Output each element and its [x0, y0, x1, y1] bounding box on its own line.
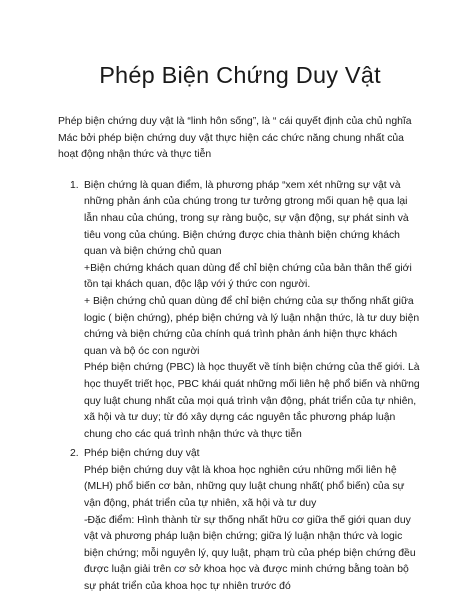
section-heading: Phép biện chứng duy vật [84, 448, 200, 460]
intro-paragraph: Phép biện chứng duy vật là “linh hôn sống”, là “ cái quyết định của chủ nghĩa Mác bởi phép biện chứng duy vật thực hiện các chức năng chung nhất của hoạt động nhận thức và thực tiễn [58, 116, 412, 161]
section-number: 2. [70, 448, 79, 460]
section-paragraph: Phép biện chứng duy vật là khoa học nghiên cứu những mối liên hệ (MLH) phổ biến cơ bản, những quy luật chung nhất( phổ biến) của sự vận động, phát triển của tự nhiên, xã hội và tư duy [84, 464, 405, 510]
section-paragraph: -Đặc điểm: Hình thành từ sự thống nhất hữu cơ giữa thế giới quan duy vật và phương pháp luận biện chứng; giữa lý luận nhận thức và logic biện chứng; mỗi nguyên lý, quy luật, phạm trù của phép biện chứng đều được luận giải trên cơ sở khoa học và được minh chứng bằng toàn bộ sự phát triển của khoa học tự nhiên trước đó [84, 514, 416, 593]
section-paragraph: Biện chứng là quan điểm, là phương pháp “xem xét những sự vật và những phản ánh của chúng trong tư tưởng gtrong mối quan hệ qua lại lẫn nhau của chúng, trong sự ràng buộc, sự vận động, sự phát sinh và tiêu vong của chúng. Biện chứng được chia thành biện chứng khách quan và biện chứng chủ quan [84, 179, 409, 258]
section-paragraph: +Biện chứng khách quan dùng để chỉ biện chứng của bản thân thế giới tồn tại khách quan, độc lập với ý thức con người. [84, 262, 412, 291]
section-2 [58, 446, 422, 595]
page-title: Phép Biện Chứng Duy Vật [99, 62, 381, 88]
section-number: 1. [70, 179, 79, 191]
section-1 [58, 178, 422, 444]
section-paragraph: + Biện chứng chủ quan dùng để chỉ biện chứng của sự thống nhất giữa logic ( biện chứng), phép biện chứng và lý luận nhận thức, là tư duy biện chứng và biện chứng của chính quá trình phản ánh hiện thực khách quan và bộ óc con người [84, 295, 420, 357]
section-list [58, 178, 422, 596]
section-paragraph: Phép biện chứng (PBC) là học thuyết về tính biện chứng của thế giới. Là học thuyết triết học, PBC khái quát những mối liên hệ phổ biến và những quy luật chung nhất của mọi quá trình vận động, phát triển của tự nhiên, xã hội và tư duy; từ đó xây dựng các nguyên tắc phương pháp luận chung cho các quá trình nhận thức và thực tiễn [84, 362, 420, 440]
